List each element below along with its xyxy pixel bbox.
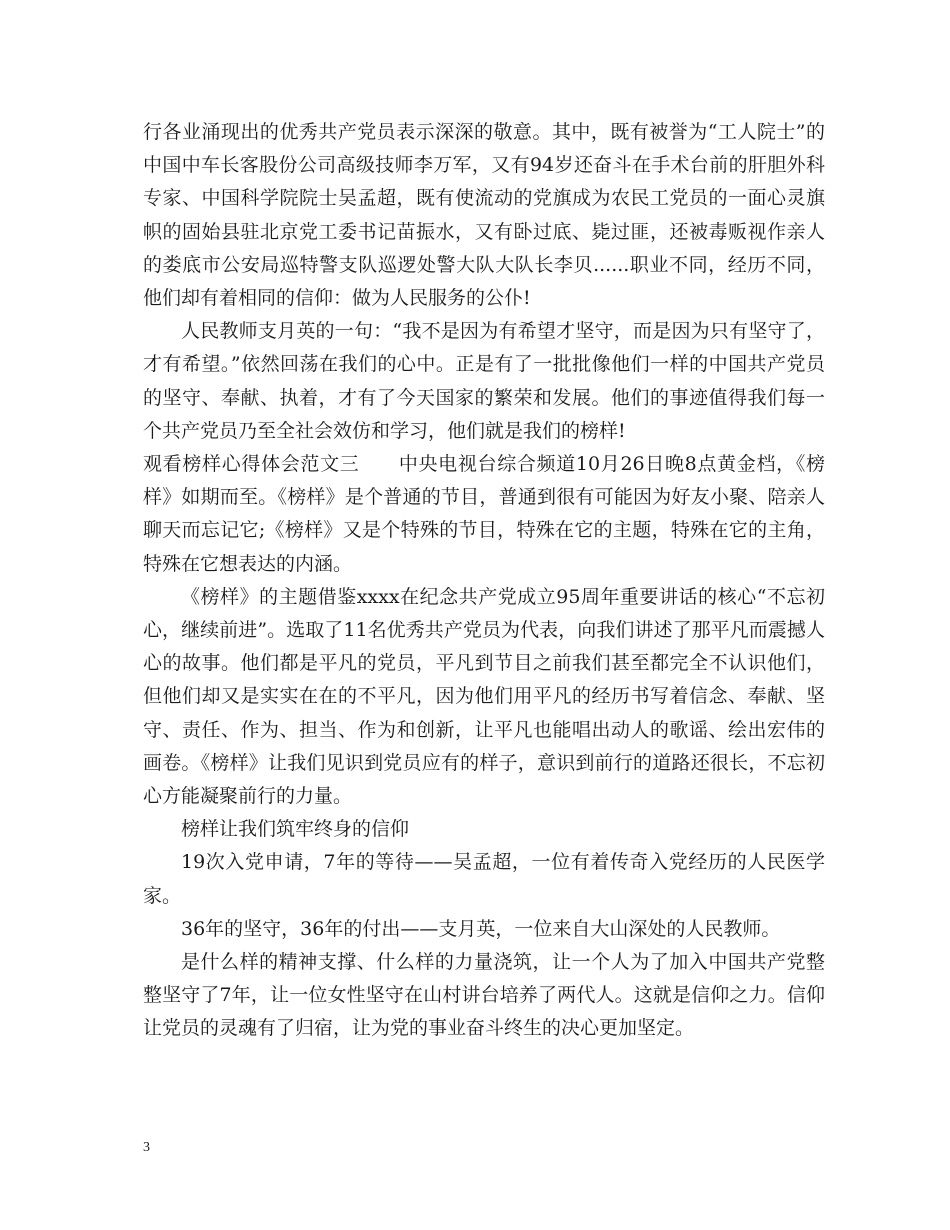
paragraph-wu-mengchao: 19次入党申请，7年的等待——吴孟超，一位有着传奇入党经历的人民医学家。: [143, 851, 825, 907]
paragraph-zhi-yueying: 36年的坚守，36年的付出——支月英，一位来自大山深处的人民教师。: [181, 917, 781, 940]
document-body: [143, 116, 825, 1046]
paragraph-continuation: 行各业涌现出的优秀共产党员表示深深的敬意。其中，既有被誉为“工人院士”的中国中车长客股份公司高级技师李万军，又有94岁还奋斗在手术台前的肝胆外科专家、中国科学院院士吴孟超，既有使流动的党旗成为农民工党员的一面心灵旗帜的固始县驻北京党工委书记苗振水，又有卧过底、毙过匪，还被毒贩视作亲人的娄底市公安局巡特警支队巡逻处警大队大队长李贝......职业不同，经历不同，他们却有着相同的信仰：做为人民服务的公仆!: [143, 121, 825, 310]
paragraph-faith: 是什么样的精神支撑、什么样的力量浇筑，让一个人为了加入中国共产党整整坚守了7年，让一位女性坚守在山村讲台培养了两代人。这就是信仰之力。信仰让党员的灵魂有了归宿，让为党的事业奋斗终生的决心更加坚定。: [143, 951, 825, 1040]
page-number: 3: [143, 1140, 150, 1155]
section-heading: 榜样让我们筑牢终身的信仰: [181, 818, 410, 841]
paragraph-essay-three-intro: 观看榜样心得体会范文三 中央电视台综合频道10月26日晚8点黄金档，《榜样》如期而至。《榜样》是个普通的节目，普通到很有可能因为好友小聚、陪亲人聊天而忘记它;《榜样》又是个特殊的节目，特殊在它的主题，特殊在它的主角，特殊在它想表达的内涵。: [143, 453, 825, 575]
paragraph-teacher-quote: 人民教师支月英的一句：“我不是因为有希望才坚守，而是因为只有坚守了，才有希望。”依然回荡在我们的心中。正是有了一批批像他们一样的中国共产党员的坚守、奉献、执着，才有了今天国家的繁荣和发展。他们的事迹值得我们每一个共产党员乃至全社会效仿和学习，他们就是我们的榜样!: [143, 320, 825, 442]
paragraph-theme: 《榜样》的主题借鉴xxxx在纪念共产党成立95周年重要讲话的核心“不忘初心，继续前进”。选取了11名优秀共产党员为代表，向我们讲述了那平凡而震撼人心的故事。他们都是平凡的党员，平凡到节目之前我们甚至都完全不认识他们，但他们却又是实实在在的不平凡，因为他们用平凡的经历书写着信念、奉献、坚守、责任、作为、担当、作为和创新，让平凡也能唱出动人的歌谣、绘出宏伟的画卷。《榜样》让我们见识到党员应有的样子，意识到前行的道路还很长，不忘初心方能凝聚前行的力量。: [143, 585, 825, 808]
